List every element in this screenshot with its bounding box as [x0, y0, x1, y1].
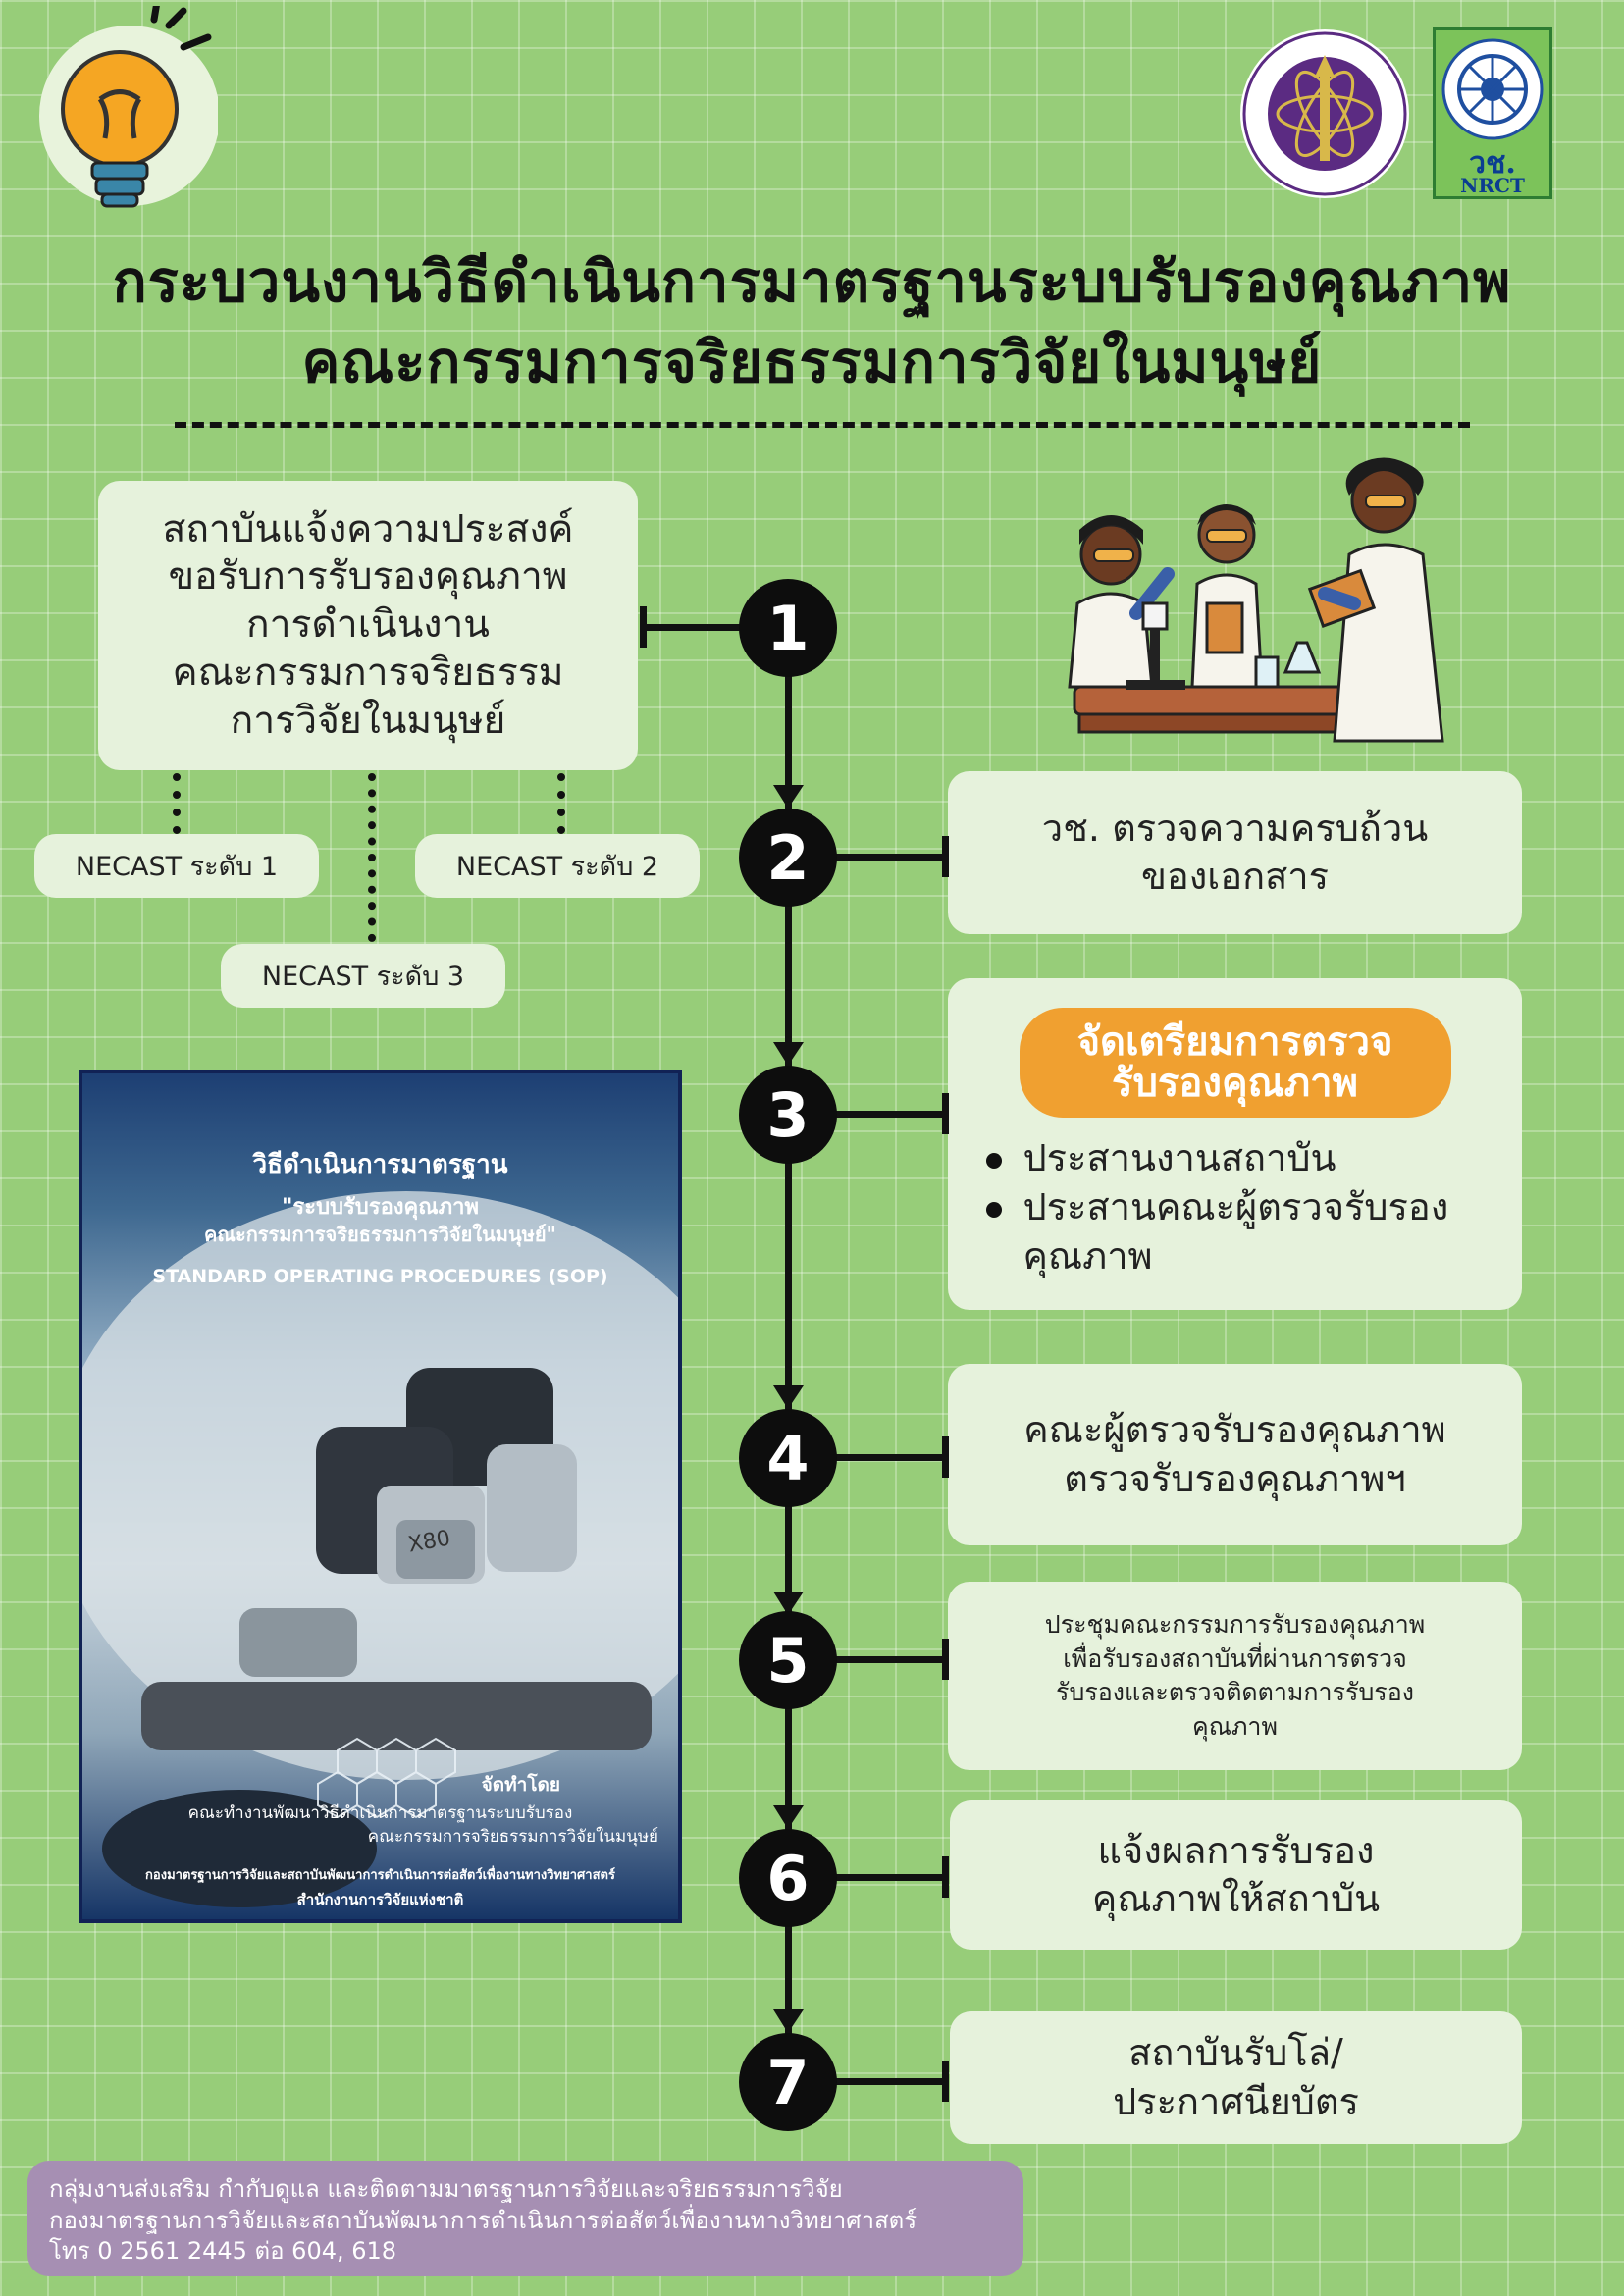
step-5-number: 5 — [739, 1611, 837, 1709]
nrct-english: NRCT — [1460, 174, 1525, 197]
step-2-connector-cap — [942, 836, 949, 877]
step-2-connector — [834, 854, 942, 861]
arrowhead-2 — [773, 785, 804, 809]
step-1-line: สถาบันแจ้งความประสงค์ — [162, 506, 574, 551]
step-7-line: ประกาศนียบัตร — [1113, 2079, 1359, 2123]
arrowhead-7 — [773, 2009, 804, 2033]
sop-team-line1: คณะทำงานพัฒนาวิธีดำเนินการมาตรฐานระบบรับรอง — [187, 1803, 573, 1823]
step-2-line: วช. ตรวจความครบถ้วน — [1041, 806, 1429, 850]
sop-team-line2: คณะกรรมการจริยธรรมการวิจัยในมนุษย์ — [367, 1827, 658, 1847]
step-1-connector-cap — [640, 606, 647, 648]
step-6-number: 6 — [739, 1829, 837, 1927]
step-4-line: ตรวจรับรองคุณภาพฯ — [1064, 1456, 1406, 1500]
step-1-connector — [643, 624, 741, 631]
necast-level-3: NECAST ระดับ 3 — [221, 944, 505, 1008]
page-title-line2: คณะกรรมการจริยธรรมการวิจัยในมนุษย์ — [301, 329, 1323, 395]
step-5-connector-cap — [942, 1639, 949, 1680]
necast-level-2: NECAST ระดับ 2 — [415, 834, 700, 898]
sop-org-line2: สำนักงานการวิจัยแห่งชาติ — [296, 1891, 464, 1908]
step-7-connector-cap — [942, 2061, 949, 2102]
sop-lens-label: X80 — [406, 1526, 452, 1558]
arrowhead-3 — [773, 1042, 804, 1066]
arrowhead-6 — [773, 1805, 804, 1829]
step-2-number: 2 — [739, 809, 837, 907]
step-1-line: การดำเนินงาน — [246, 602, 490, 648]
page-title-line1: กระบวนงานวิธีดำเนินการมาตรฐานระบบรับรองคุณภาพ — [112, 248, 1512, 315]
step-4-line: คณะผู้ตรวจรับรองคุณภาพ — [1023, 1408, 1446, 1452]
step-3-pill-line: จัดเตรียมการตรวจ — [1076, 1018, 1393, 1065]
step-7-connector — [834, 2078, 942, 2085]
step-3-number: 3 — [739, 1066, 837, 1164]
step-3-connector-cap — [942, 1093, 949, 1134]
step-2-line: ของเอกสาร — [1140, 855, 1330, 898]
step-1-line: ขอรับการรับรองคุณภาพ — [168, 554, 568, 600]
sop-quote-line2: คณะกรรมการจริยธรรมการวิจัยในมนุษย์" — [204, 1223, 556, 1246]
step-6-line: แจ้งผลการรับรอง — [1097, 1828, 1375, 1872]
footer-phone: โทร 0 2561 2445 ต่อ 604, 618 — [49, 2237, 397, 2266]
sop-english-title: STANDARD OPERATING PROCEDURES (SOP) — [152, 1266, 608, 1287]
footer-line1: กลุ่มงานส่งเสริม กำกับดูแล และติดตามมาตรฐานการวิจัยและจริยธรรมการวิจัย — [49, 2175, 843, 2203]
step-5-connector — [834, 1656, 942, 1663]
step-6-connector — [834, 1874, 942, 1881]
arrowhead-4 — [773, 1385, 804, 1409]
step-5-line: เพื่อรับรองสถาบันที่ผ่านการตรวจ — [1063, 1644, 1407, 1673]
footer-line2: กองมาตรฐานการวิจัยและสถาบันพัฒนาการดำเนินการต่อสัตว์เพื่องานทางวิทยาศาสตร์ — [49, 2206, 917, 2234]
step-5-line: ประชุมคณะกรรมการรับรองคุณภาพ — [1044, 1610, 1426, 1639]
step-3-bullet: ประสานคณะผู้ตรวจรับรอง คุณภาพ — [980, 1182, 1491, 1280]
step-5-line: คุณภาพ — [1192, 1711, 1278, 1741]
step-3-connector — [834, 1111, 942, 1118]
step-1-line: การวิจัยในมนุษย์ — [230, 698, 506, 743]
step-1-line: คณะกรรมการจริยธรรม — [172, 650, 564, 695]
sop-heading: วิธีดำเนินการมาตรฐาน — [252, 1150, 508, 1179]
step-7-line: สถาบันรับโล่/ — [1128, 2031, 1343, 2075]
sop-prepared-by: จัดทำโดย — [481, 1774, 560, 1796]
step-6-connector-cap — [942, 1856, 949, 1898]
step-4-number: 4 — [739, 1409, 837, 1507]
step-3-pill-line: รับรองคุณภาพ — [1112, 1060, 1358, 1106]
step-7-number: 7 — [739, 2033, 837, 2131]
necast-level-1: NECAST ระดับ 1 — [34, 834, 319, 898]
step-4-connector — [834, 1454, 942, 1461]
sop-quote-line1: "ระบบรับรองคุณภาพ — [281, 1195, 480, 1220]
step-6-line: คุณภาพให้สถาบัน — [1091, 1877, 1381, 1920]
step-3-bullet: ประสานงานสถาบัน — [980, 1133, 1491, 1182]
nrct-abbrev: วช. — [1469, 146, 1516, 181]
step-4-connector-cap — [942, 1436, 949, 1478]
step-1-number: 1 — [739, 579, 837, 677]
step-5-line: รับรองและตรวจติดตามการรับรอง — [1056, 1678, 1414, 1706]
sop-org-line1: กองมาตรฐานการวิจัยและสถาบันพัฒนาการดำเนินการต่อสัตว์เพื่องานทางวิทยาศาสตร์ — [145, 1868, 615, 1883]
